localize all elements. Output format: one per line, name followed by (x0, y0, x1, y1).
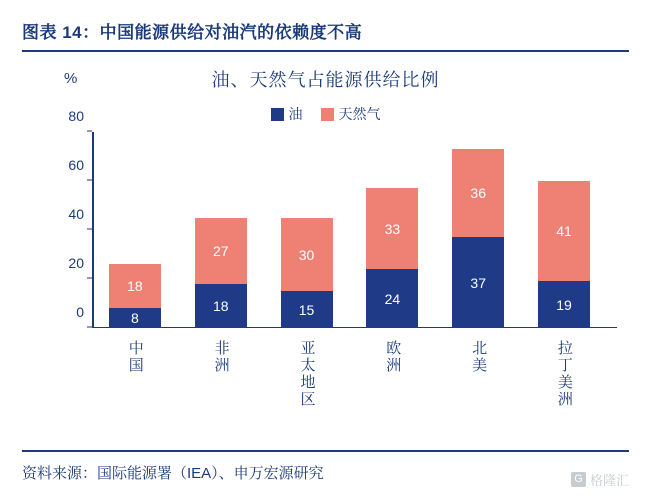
watermark-text: 格隆汇 (589, 473, 629, 488)
y-axis-tick-label: 80 (68, 108, 84, 124)
bar-group (366, 132, 418, 374)
legend-item-gas (321, 104, 381, 124)
bar-segment-oil: 15 (281, 291, 333, 328)
bar-segment-gas: 41 (538, 181, 590, 281)
chart-area (22, 64, 629, 419)
y-axis-tick-label: 0 (76, 304, 84, 320)
bar-segment-oil: 18 (195, 284, 247, 328)
bar-group (281, 132, 333, 408)
header (22, 18, 629, 48)
x-axis-category-label: 中国 (126, 340, 144, 374)
legend-item-oil (271, 104, 303, 124)
chart-title: 油、天然气占能源供给比例 (211, 70, 440, 90)
chart-page (0, 18, 651, 501)
bar-segment-oil: 19 (538, 281, 590, 328)
bar-segment-gas: 30 (281, 218, 333, 292)
x-axis-category-label: 北美 (470, 340, 488, 374)
bar-segment-oil: 24 (366, 269, 418, 328)
y-axis-tick-label: 60 (68, 157, 84, 173)
legend-swatch-gas (321, 108, 334, 121)
header-divider (22, 50, 629, 53)
bar-segment-gas: 36 (452, 149, 504, 237)
watermark-logo-icon: G (571, 472, 586, 487)
footer-divider (22, 450, 629, 452)
bar-segment-oil: 8 (109, 308, 161, 328)
bar-segment-oil: 37 (452, 237, 504, 328)
bar-segment-gas: 27 (195, 218, 247, 284)
legend-label-gas: 天然气 (338, 106, 381, 122)
x-axis-category-label: 拉丁美洲 (555, 340, 573, 408)
bar-group (195, 132, 247, 374)
bar-group (452, 132, 504, 374)
chart-legend (22, 104, 629, 124)
footer (22, 450, 629, 483)
watermark (571, 470, 629, 489)
x-axis-category-label: 欧洲 (384, 340, 402, 374)
y-axis-tick-label: 20 (68, 255, 84, 271)
legend-swatch-oil (271, 108, 284, 121)
y-axis-tick-label: 40 (68, 206, 84, 222)
bar-segment-gas: 18 (109, 264, 161, 308)
page-title: 图表 14：中国能源供给对油汽的依赖度不高 (22, 23, 363, 42)
bar-segment-gas: 33 (366, 188, 418, 269)
x-axis-category-label: 亚太地区 (298, 340, 316, 408)
x-axis-category-label: 非洲 (212, 340, 230, 374)
source-note: 资料来源：国际能源署（IEA）、申万宏源研究 (22, 465, 324, 482)
y-axis-unit: % (64, 70, 78, 87)
legend-label-oil: 油 (288, 106, 303, 122)
bar-group (109, 132, 161, 374)
bar-group (538, 132, 590, 408)
bar-series (92, 132, 607, 408)
